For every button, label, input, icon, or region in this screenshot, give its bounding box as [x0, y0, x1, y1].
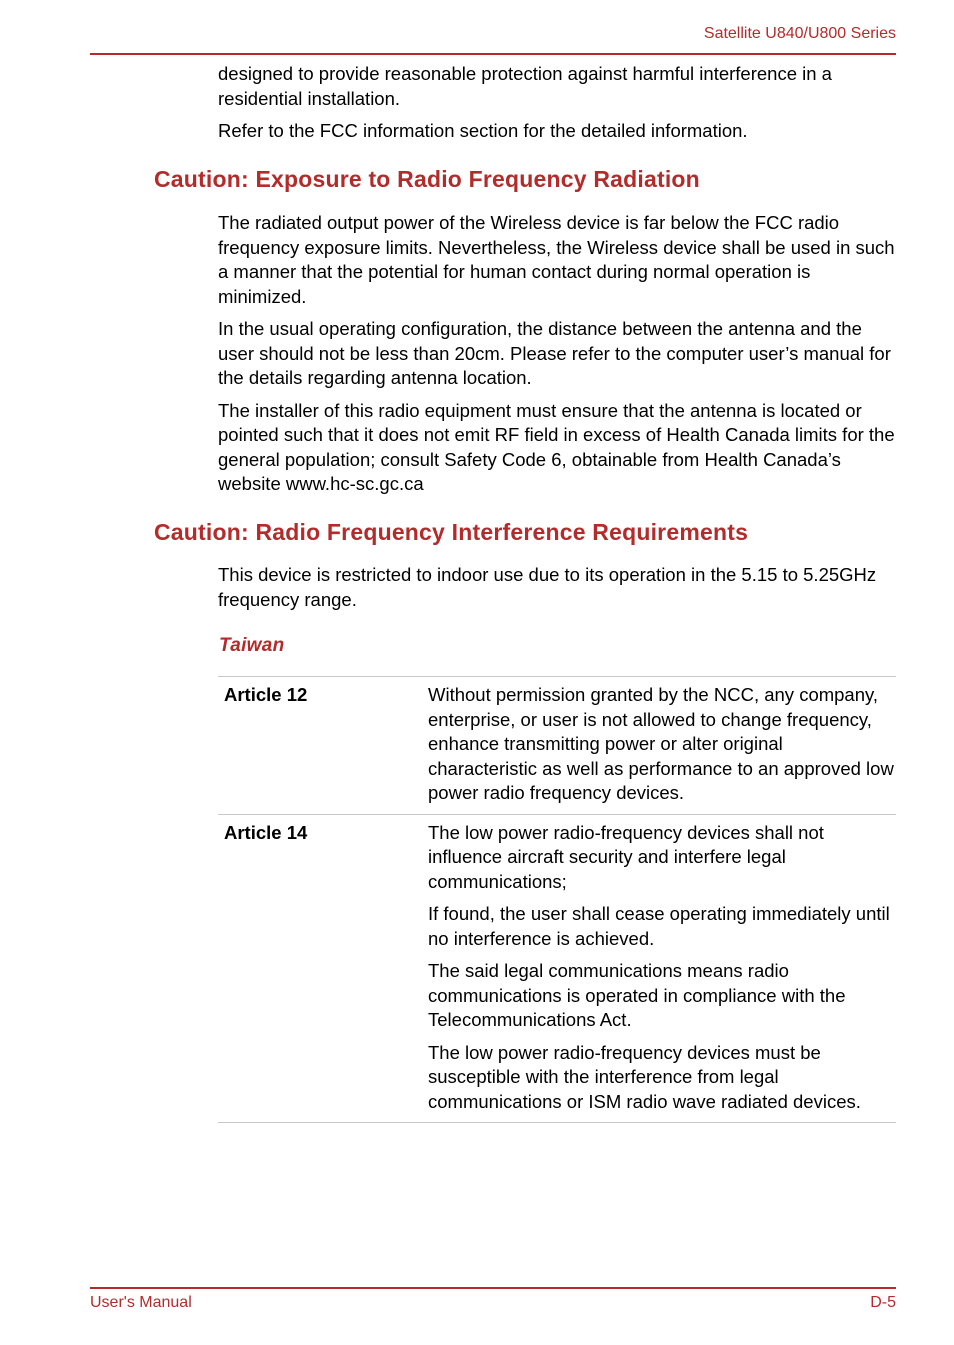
- footer-manual-title: User's Manual: [90, 1294, 192, 1311]
- rf-exposure-paragraph-3: The installer of this radio equipment must ensure that the antenna is located or pointed such that it does not emit RF field in excess of Health Canada limits for the general population; consult Safety Code 6, obtainable from Health Canada’s website www.hc-sc.gc.ca: [218, 399, 895, 494]
- article-paragraph: The said legal communications means radio communications is operated in compliance with the Telecommunications Act.: [428, 960, 846, 1030]
- article-paragraph: The low power radio-frequency devices must be susceptible with the interference from legal communications or ISM radio wave radiated devices.: [428, 1041, 861, 1112]
- heading-rf-exposure: Caution: Exposure to Radio Frequency Radiation: [154, 166, 700, 192]
- table-row: [218, 677, 896, 815]
- intro-block: [218, 62, 898, 144]
- article-paragraph: The low power radio-frequency devices shall not influence aircraft security and interfere legal communications;: [428, 821, 824, 892]
- rf-exposure-paragraph-2: In the usual operating configuration, the distance between the antenna and the user should not be less than 20cm. Please refer to the computer user’s manual for the details regarding antenna location.: [218, 318, 891, 388]
- footer-divider: [90, 1287, 896, 1289]
- running-header-title: Satellite U840/U800 Series: [703, 25, 896, 42]
- rf-exposure-block: [218, 211, 898, 497]
- article-term: Article 14: [218, 814, 428, 1123]
- rf-interference-block: [218, 563, 898, 612]
- heading-taiwan: Taiwan: [219, 635, 285, 656]
- article-paragraph: If found, the user shall cease operating immediately until no interference is achieved.: [428, 903, 890, 949]
- intro-paragraph-2: Refer to the FCC information section for the detailed information.: [218, 120, 748, 141]
- heading-rf-interference: Caution: Radio Frequency Interference Requirements: [154, 519, 749, 545]
- article-description: [428, 677, 896, 815]
- rf-exposure-paragraph-1: The radiated output power of the Wireless device is far below the FCC radio frequency exposure limits. Nevertheless, the Wireless device shall be used in such a manner that the potential for human contact during normal operation is minimized.: [218, 212, 895, 307]
- article-paragraph: Without permission granted by the NCC, any company, enterprise, or user is not allowed to change frequency, enhance transmitting power or alter original characteristic as well as performance to an approved low power radio frequency devices.: [428, 684, 894, 803]
- article-term: Article 12: [218, 677, 428, 815]
- header-divider: [90, 53, 896, 55]
- intro-paragraph-1: designed to provide reasonable protection against harmful interference in a residential installation.: [218, 63, 832, 109]
- page-number: D-5: [870, 1294, 896, 1311]
- article-description: [428, 814, 896, 1123]
- taiwan-articles-table: [218, 676, 896, 1123]
- rf-interference-paragraph-1: This device is restricted to indoor use due to its operation in the 5.15 to 5.25GHz frequency range.: [218, 564, 877, 610]
- table-row: [218, 814, 896, 1123]
